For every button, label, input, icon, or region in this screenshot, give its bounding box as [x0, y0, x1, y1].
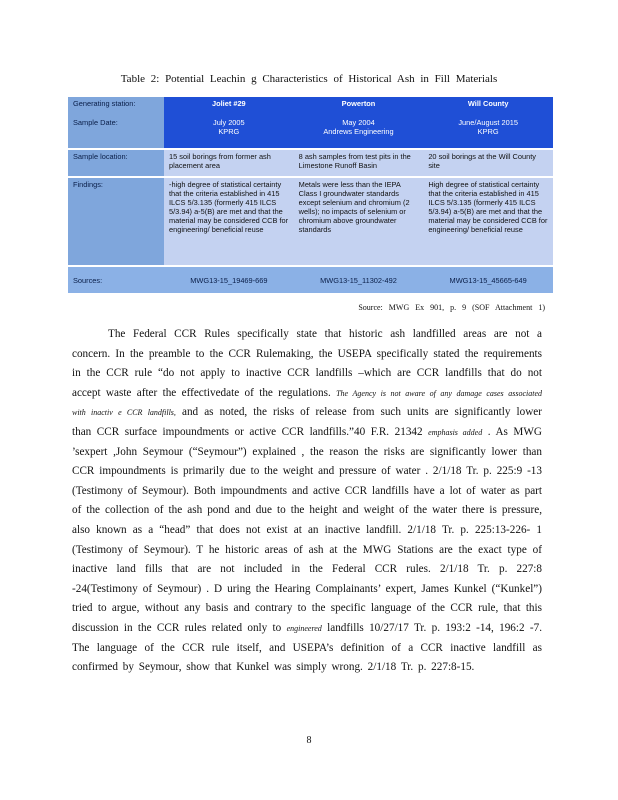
ash-table — [68, 97, 553, 293]
findings-cell: High degree of statistical certainty that the criteria established in 415 ILCS 5/3.135 (formerly 415 ILCS 5/3.94) a-5(B) are met and that the material may be considered CCB for engineering/ beneficial reuse — [423, 177, 553, 266]
sample-date: July 2005 — [213, 118, 245, 127]
table-row — [68, 266, 553, 293]
sample-org: Andrews Engineering — [323, 127, 394, 136]
ash-characteristics-table — [68, 97, 553, 293]
findings-cell: Metals were less than the IEPA Class I groundwater standards except selenium and chromium (2 wells); no impacts of selenium or chromium above groundwater standards — [294, 177, 424, 266]
row-label-station: Generating station: — [73, 99, 136, 108]
body-text — [72, 325, 542, 678]
table-row — [68, 97, 553, 149]
location-cell: 15 soil borings from former ash placement area — [164, 149, 294, 177]
row-label-findings: Findings: — [68, 177, 164, 266]
source-cell: MWG13-15_11302-492 — [294, 266, 424, 293]
station-name: Will County — [467, 99, 509, 108]
row-label-location: Sample location: — [68, 149, 164, 177]
sample-org: KPRG — [218, 127, 240, 136]
header-labels-cell — [68, 97, 164, 149]
text-run: . As MWG ’sexpert ,John Seymour (“Seymour”) explained , the reason the risks are significantly lower than CCR impoundments is primarily due to the weight and pressure of water . 2/1/18 Tr. p. 225:9 -13 (Testimony of Seymour). Both impoundments and active CCR landfills have a lot of water as part of the collection of the ash pond and due to the height and weight of the water there is pressure, also known as a “head” that does not exist at an inactive landfill. 2/1/18 Tr. p. 225:13-226- 1 (Testimony of Seymour). T he historic areas of ash at the MWG Stations are the exact type of inactive land fills that are not included in the Federal CCR rules. 2/1/18 Tr. p. 227:8 -24(Testimony of Seymour) . D uring the Hearing Complainants’ expert, James Kunkel (“Kunkel”) tried to argue, without any basis and contrary to the specific language of the CCR rule, that this discussion in the CCR rules related only to — [72, 425, 542, 634]
header-cell-powerton — [294, 97, 424, 149]
sample-org: KPRG — [477, 127, 499, 136]
location-cell: 20 soil borings at the Will County site — [423, 149, 553, 177]
sample-date: June/August 2015 — [458, 118, 518, 127]
italic-word: engineered — [286, 623, 322, 633]
row-label-sources: Sources: — [68, 266, 164, 293]
sample-date: May 2004 — [342, 118, 375, 127]
source-cell: MWG13-15_19469-669 — [164, 266, 294, 293]
italic-quote: The Agency is not aware of any damage cases associated with inactiv e CCR landfills, — [72, 388, 543, 418]
location-cell: 8 ash samples from test pits in the Limestone Runoff Basin — [294, 149, 424, 177]
table-row — [68, 177, 553, 266]
header-cell-will-county — [423, 97, 553, 149]
text-run: and as noted, the risks of release from such units are significantly lower than CCR surface impoundments or active CCR landfills.”40 F.R. 21342 — [72, 406, 542, 438]
findings-cell: -high degree of statistical certainty that the criteria established in 415 ILCS 5/3.135 (formerly 415 ILCS 5/3.94) a-5(B) are met and that the material may be considered CCB for engineering/ beneficial reuse — [164, 177, 294, 266]
header-cell-joliet — [164, 97, 294, 149]
text-run: landfills 10/27/17 Tr. p. 193:2 -14, 196:2 -7. The language of the CCR rule itself, and USEPA’s definition of a CCR inactive landfill as confirmed by Seymour, show that Kunkel was simply wrong. 2/1/18 Tr. p. 227:8-15. — [72, 621, 543, 674]
body-paragraph — [72, 325, 542, 678]
row-label-date: Sample Date: — [73, 118, 118, 127]
table-caption: Table 2: Potential Leachin g Characteristics of Historical Ash in Fill Materials — [120, 73, 498, 85]
table-source-line: Source: MWG Ex 901, p. 9 (SOF Attachment 1) — [358, 303, 545, 312]
emphasis-note: emphasis added — [428, 427, 483, 437]
page-number: 8 — [306, 735, 312, 746]
text-run: The Federal CCR Rules specifically state that historic ash landfilled areas are not a concern. In the preamble to the CCR Rulemaking, the USEPA specifically stated the requirements in the CCR rule “do not apply to inactive CCR landfills –which are CCR landfills that do not accept waste after the effectivedate of the regulations. — [72, 328, 542, 399]
station-name: Joliet #29 — [211, 99, 246, 108]
source-cell: MWG13-15_45665-649 — [423, 266, 553, 293]
table-row — [68, 149, 553, 177]
station-name: Powerton — [341, 99, 376, 108]
